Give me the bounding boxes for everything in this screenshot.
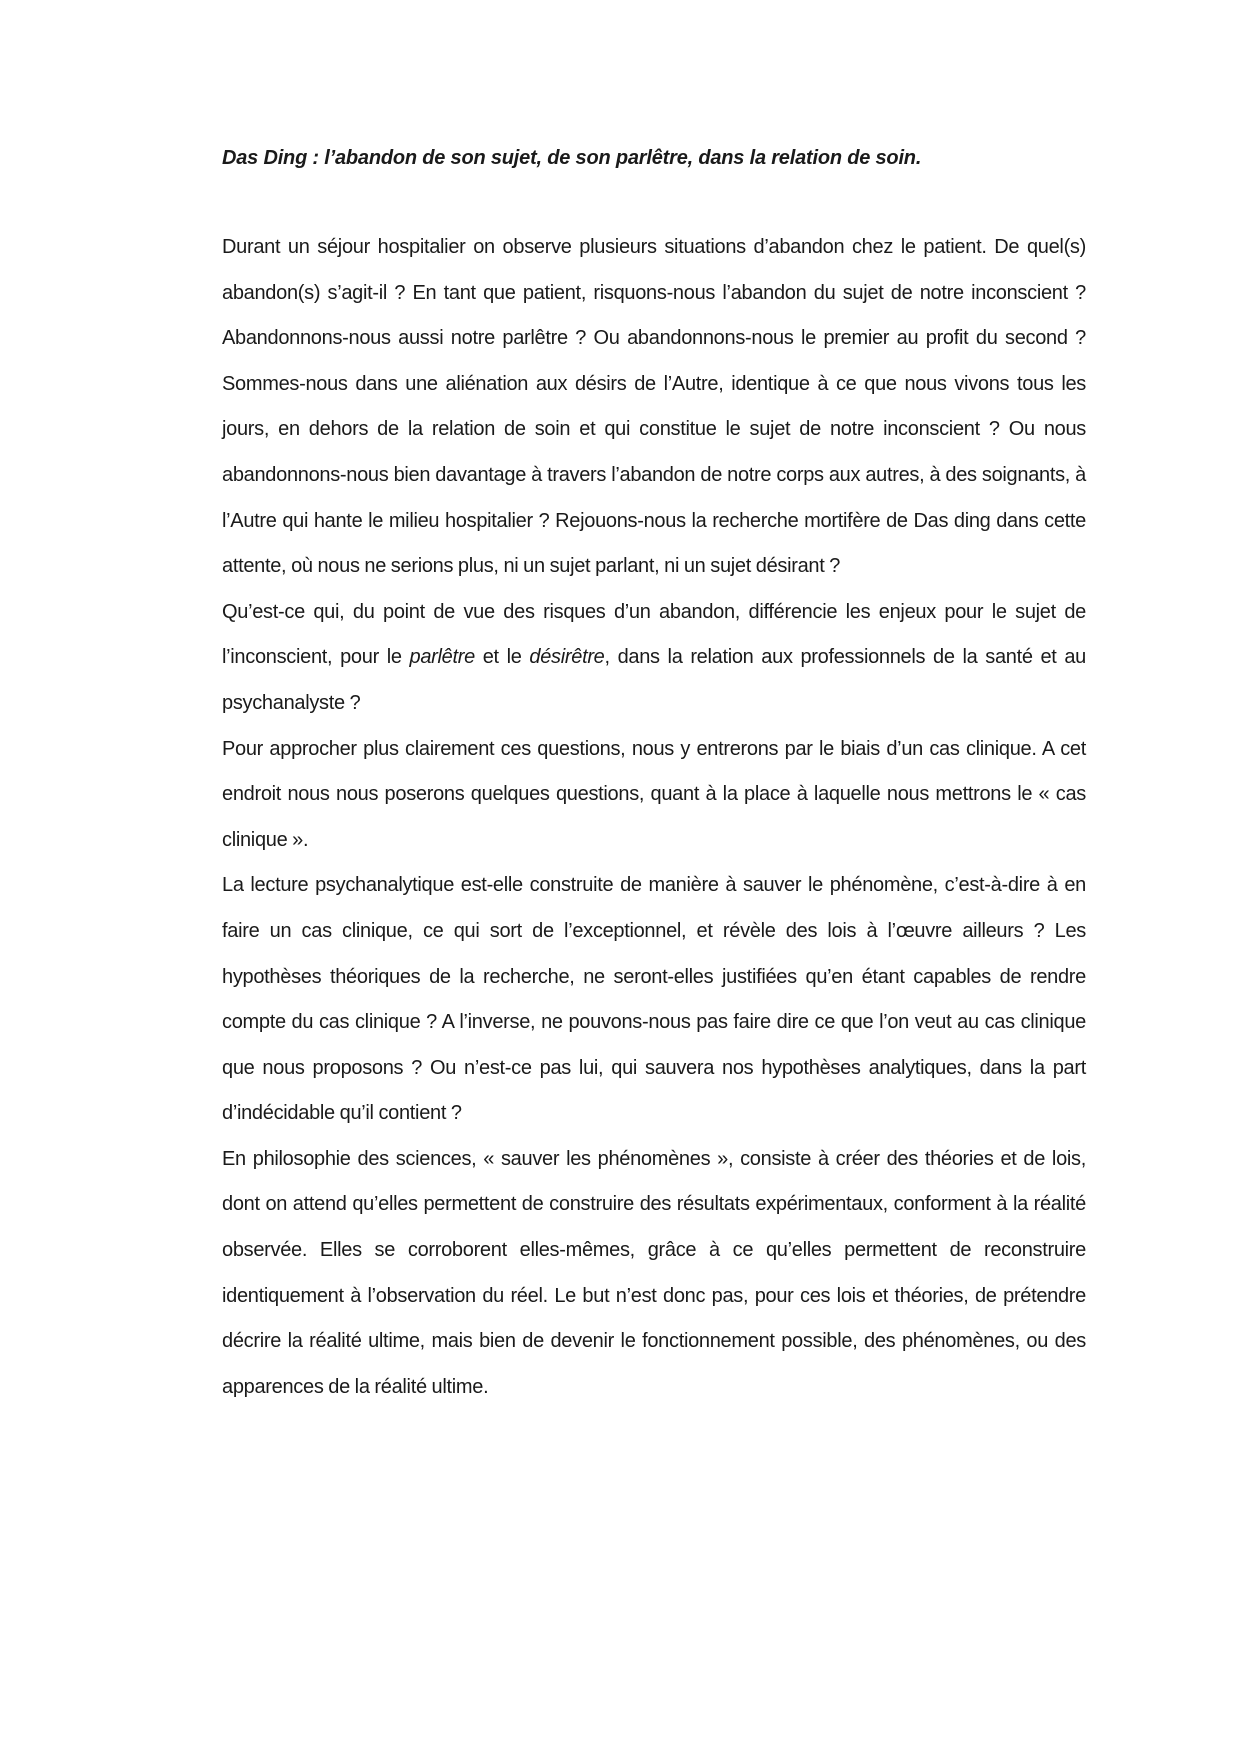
- paragraph-intro-questions: [222, 225, 1086, 590]
- paragraph-psychoanalytic-reading: [222, 863, 1086, 1137]
- paragraph-text: En philosophie des sciences, « sauver les phénomènes », consiste à créer des théories et de lois, dont on attend qu’elles permettent de construire des résultats expérimentaux, conforment à la réalité observée. Elles se corroborent elles-mêmes, grâce à ce qu’elles permettent de reconstruire identiquement à l’observation du réel. Le but n’est donc pas, pour ces lois et théories, de prétendre décrire la réalité ultime, mais bien de devenir le fonctionnement possible, des phénomènes, ou des apparences de la réalité ultime.: [222, 1147, 1086, 1398]
- paragraph-text: Pour approcher plus clairement ces questions, nous y entrerons par le biais d’un cas clinique. A cet endroit nous nous poserons quelques questions, quant à la place à laquelle nous mettrons le « cas clinique ».: [222, 737, 1086, 851]
- paragraph-philosophy-of-science: [222, 1137, 1086, 1411]
- document-title: Das Ding : l’abandon de son sujet, de son parlêtre, dans la relation de soin.: [222, 147, 922, 169]
- paragraph-clinical-case: [222, 727, 1086, 864]
- paragraph-abandon-stakes: [222, 590, 1086, 727]
- document-body: [222, 143, 1086, 1410]
- emphasis-desiretre: désirêtre: [529, 646, 605, 669]
- paragraph-text: Durant un séjour hospitalier on observe plusieurs situations d’abandon chez le patient. De quel(s) abandon(s) s’agit-il ? En tant que patient, risquons-nous l’abandon du sujet de notre inconscient ? Abandonnons-nous aussi notre parlêtre ? Ou abandonnons-nous le premier au profit du second ? Sommes-nous dans une aliénation aux désirs de l’Autre, identique à ce que nous vivons tous les jours, en dehors de la relation de soin et qui constitue le sujet de notre inconscient ? Ou nous abandonnons-nous bien davantage à travers l’abandon de notre corps aux autres, à des soignants, à l’Autre qui hante le milieu hospitalier ? Rejouons-nous la recherche mortifère de Das ding dans cette attente, où nous ne serions plus, ni un sujet parlant, ni un sujet désirant ?: [222, 236, 1086, 578]
- paragraph-text: et le: [474, 646, 530, 669]
- emphasis-parletre: parlêtre: [409, 646, 475, 669]
- paragraph-text: La lecture psychanalytique est-elle construite de manière à sauver le phénomène, c’est-à-dire à en faire un cas clinique, ce qui sort de l’exceptionnel, et révèle des lois à l’œuvre ailleurs ? Les hypothèses théoriques de la recherche, ne seront-elles justifiées qu’en étant capables de rendre compte du cas clinique ? A l’inverse, ne pouvons-nous pas faire dire ce que l’on veut au cas clinique que nous proposons ? Ou n’est-ce pas lui, qui sauvera nos hypothèses analytiques, dans la part d’indécidable qu’il contient ?: [222, 874, 1086, 1125]
- paragraph-text: , dans la relation aux professionnels de la santé et au psychanalyste ?: [222, 646, 1086, 714]
- paragraph-text: Qu’est-ce qui, du point de vue des risques d’un abandon, différencie les enjeux pour le sujet de l’inconscient, pour le: [222, 600, 1086, 669]
